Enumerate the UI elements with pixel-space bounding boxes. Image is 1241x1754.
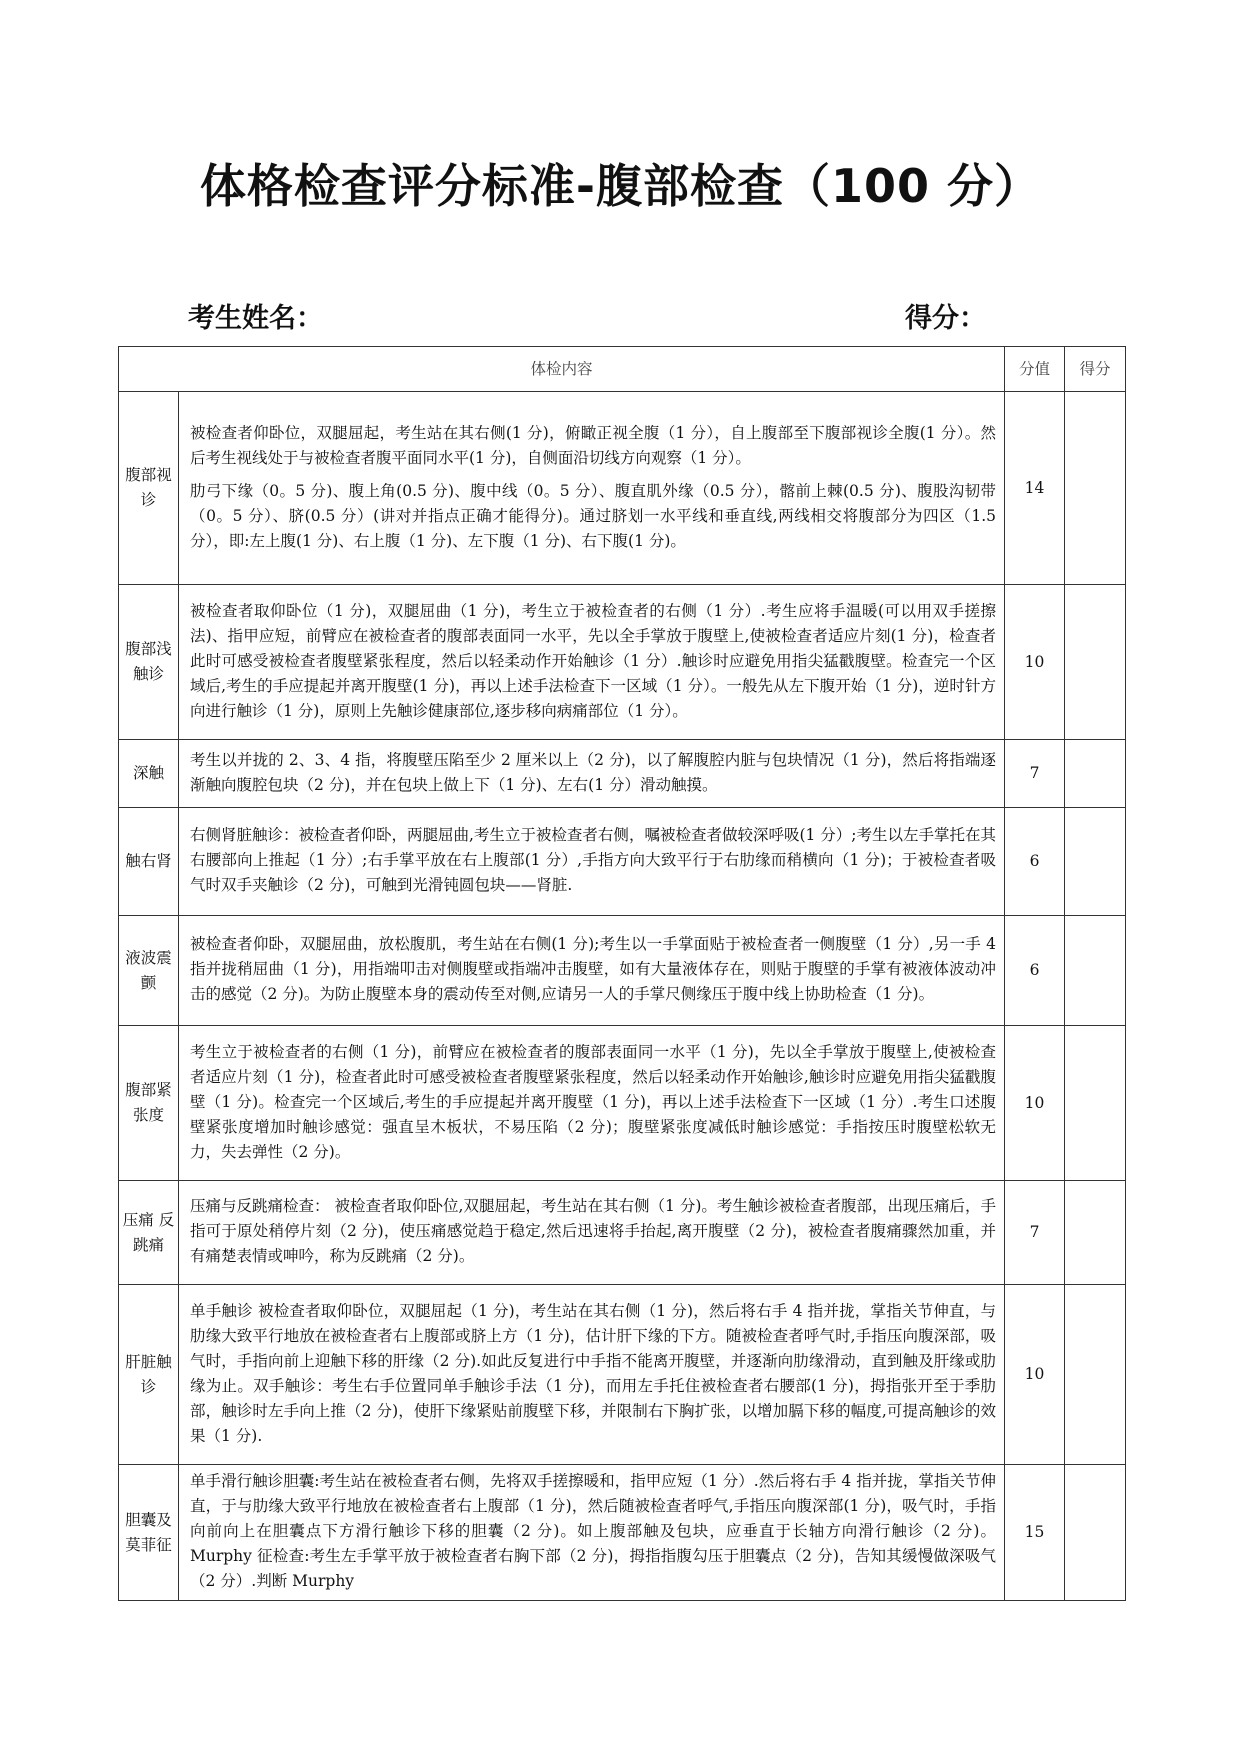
table-row	[119, 1285, 1126, 1465]
row-points: 10	[1005, 1285, 1065, 1465]
row-content	[179, 1285, 1005, 1465]
row-content	[179, 1181, 1005, 1285]
content-paragraph: 被检查者取仰卧位（1 分)，双腿屈曲（1 分)，考生立于被检查者的右侧（1 分）.考生应将手温暖(可以用双手搓擦法)、指甲应短，前臂应在被检查者的腹部表面同一水平，先以全手掌放于腹壁上,使被检查者适应片刻(1 分)，检查者此时可感受被检查者腹壁紧张程度，然后以轻柔动作开始触诊（1 分）.触诊时应避免用指尖猛戳腹壁。检查完一个区域后,考生的手应提起并离开腹壁(1 分)，再以上述手法检查下一区域（1 分）。一般先从左下腹开始（1 分)，逆时针方向进行触诊（1 分)，原则上先触诊健康部位,逐步移向病痛部位（1 分）。	[190, 601, 997, 720]
content-paragraph: 肋弓下缘（0。5 分)、腹上角(0.5 分)、腹中线（0。5 分）、腹直肌外缘（0.5 分），髂前上棘(0.5 分)、腹股沟韧带（0。5 分）、脐(0.5 分）(讲对并指点正确才能得分)。通过脐划一水平线和垂直线,两线相交将腹部分为四区（1.5 分），即:左上腹(1 分)、右上腹（1 分)、左下腹（1 分)、右下腹(1 分)。	[190, 481, 997, 550]
table-header-row	[119, 347, 1126, 392]
content-paragraph: 压痛与反跳痛检查： 被检查者取仰卧位,双腿屈起，考生站在其右侧（1 分)。考生触诊被检查者腹部，出现压痛后，手指可于原处稍停片刻（2 分)，使压痛感觉趋于稳定,然后迅速将手抬起,离开腹壁（2 分)，被检查者腹痛骤然加重，并有痛楚表情或呻吟，称为反跳痛（2 分)。	[190, 1197, 997, 1265]
row-category: 腹部浅触诊	[119, 585, 179, 740]
table-row	[119, 808, 1126, 916]
content-paragraph: 单手触诊 被检查者取仰卧位，双腿屈起（1 分)，考生站在其右侧（1 分)，然后将右手 4 指并拢，掌指关节伸直，与肋缘大致平行地放在被检查者右上腹部或脐上方（1 分)，估计肝下缘的下方。随被检查者呼气时,手指压向腹深部，吸气时，手指向前上迎触下移的肝缘（2 分).如此反复进行中手指不能离开腹壁，并逐渐向肋缘滑动，直到触及肝缘或肋缘为止。双手触诊：考生右手位置同单手触诊手法（1 分)，而用左手托住被检查者右腰部(1 分)，拇指张开至于季肋部，触诊时左手向上推（2 分)，使肝下缘紧贴前腹壁下移，并限制右下胸扩张，以增加膈下移的幅度,可提高触诊的效果（1 分).	[190, 1301, 997, 1445]
content-paragraph: 右侧肾脏触诊：被检查者仰卧，两腿屈曲,考生立于被检查者右侧，嘱被检查者做较深呼吸(1 分）;考生以左手掌托在其右腰部向上推起（1 分）;右手掌平放在右上腹部(1 分）,手指方向大致平行于右肋缘而稍横向（1 分)；于被检查者吸气时双手夹触诊（2 分)，可触到光滑钝圆包块——肾脏.	[190, 826, 997, 894]
row-points: 7	[1005, 740, 1065, 808]
table-row	[119, 740, 1126, 808]
row-points: 10	[1005, 1026, 1065, 1181]
row-category: 深触	[119, 740, 179, 808]
header-content: 体检内容	[119, 347, 1005, 392]
row-points: 6	[1005, 808, 1065, 916]
row-points: 7	[1005, 1181, 1065, 1285]
row-content	[179, 740, 1005, 808]
table-row	[119, 585, 1126, 740]
row-content	[179, 808, 1005, 916]
row-category: 压痛 反跳痛	[119, 1181, 179, 1285]
row-category: 液波震颤	[119, 916, 179, 1026]
content-paragraph: 单手滑行触诊胆囊:考生站在被检查者右侧，先将双手搓擦暖和，指甲应短（1 分）.然后将右手 4 指并拢，掌指关节伸直，于与肋缘大致平行地放在被检查者右上腹部（1 分)，然后随被检查者呼气,手指压向腹深部(1 分)，吸气时，手指向前向上在胆囊点下方滑行触诊下移的胆囊（2 分)。如上腹部触及包块，应垂直于长轴方向滑行触诊（2 分)。Murphy 征检查:考生左手掌平放于被检查者右胸下部（2 分)，拇指指腹勾压于胆囊点（2 分)，告知其缓慢做深吸气（2 分）.判断 Murphy	[190, 1472, 997, 1590]
row-category: 腹部视诊	[119, 392, 179, 585]
table-row	[119, 392, 1126, 585]
row-content	[179, 916, 1005, 1026]
row-score-cell[interactable]	[1065, 392, 1126, 585]
content-paragraph: 考生立于被检查者的右侧（1 分)，前臂应在被检查者的腹部表面同一水平（1 分)，先以全手掌放于腹壁上,使被检查者适应片刻（1 分)，检查者此时可感受被检查者腹壁紧张程度，然后以轻柔动作开始触诊,触诊时应避免用指尖猛戳腹壁（1 分)。检查完一个区域后,考生的手应提起并离开腹壁（1 分)，再以上述手法检查下一区域（1 分）.考生口述腹壁紧张度增加时触诊感觉：强直呈木板状，不易压陷（2 分)；腹壁紧张度减低时触诊感觉：手指按压时腹壁松软无力，失去弹性（2 分)。	[190, 1042, 997, 1161]
table-row	[119, 916, 1126, 1026]
content-paragraph: 考生以并拢的 2、3、4 指，将腹壁压陷至少 2 厘米以上（2 分)，以了解腹腔内脏与包块情况（1 分)，然后将指端逐渐触向腹腔包块（2 分)，并在包块上做上下（1 分)、左右(1 分）滑动触摸。	[190, 750, 997, 794]
row-category: 胆囊及莫菲征	[119, 1465, 179, 1601]
row-category: 肝脏触诊	[119, 1285, 179, 1465]
row-points: 15	[1005, 1465, 1065, 1601]
row-score-cell[interactable]	[1065, 916, 1126, 1026]
row-points: 10	[1005, 585, 1065, 740]
table-row	[119, 1465, 1126, 1601]
row-score-cell[interactable]	[1065, 1285, 1126, 1465]
table-row	[119, 1181, 1126, 1285]
row-score-cell[interactable]	[1065, 585, 1126, 740]
scoring-table	[118, 346, 1126, 1601]
row-category: 触右肾	[119, 808, 179, 916]
header-score: 得分	[1065, 347, 1126, 392]
content-paragraph: 被检查者仰卧，双腿屈曲，放松腹肌，考生站在右侧(1 分);考生以一手掌面贴于被检查者一侧腹壁（1 分）,另一手 4 指并拢稍屈曲（1 分)，用指端叩击对侧腹壁或指端冲击腹壁，如有大量液体存在，则贴于腹壁的手掌有被液体波动冲击的感觉（2 分)。为防止腹壁本身的震动传至对侧,应请另一人的手掌尺侧缘压于腹中线上协助检查（1 分)。	[190, 935, 997, 1003]
row-score-cell[interactable]	[1065, 740, 1126, 808]
row-content	[179, 1026, 1005, 1181]
table-row	[119, 1026, 1126, 1181]
header-points: 分值	[1005, 347, 1065, 392]
row-content	[179, 585, 1005, 740]
score-label: 得分：	[905, 303, 986, 334]
row-score-cell[interactable]	[1065, 808, 1126, 916]
row-points: 14	[1005, 392, 1065, 585]
examinee-name-label: 考生姓名：	[188, 303, 323, 334]
row-points: 6	[1005, 916, 1065, 1026]
content-paragraph: 被检查者仰卧位，双腿屈起，考生站在其右侧(1 分)，俯瞰正视全腹（1 分），自上腹部至下腹部视诊全腹(1 分）。然后考生视线处于与被检查者腹平面同水平(1 分)，自侧面沿切线方向观察（1 分）。	[190, 423, 997, 467]
page-title: 体格检查评分标准-腹部检查（100 分）	[199, 159, 1042, 213]
row-score-cell[interactable]	[1065, 1026, 1126, 1181]
row-score-cell[interactable]	[1065, 1465, 1126, 1601]
row-category: 腹部紧张度	[119, 1026, 179, 1181]
row-content	[179, 1465, 1005, 1601]
row-content	[179, 392, 1005, 585]
row-score-cell[interactable]	[1065, 1181, 1126, 1285]
